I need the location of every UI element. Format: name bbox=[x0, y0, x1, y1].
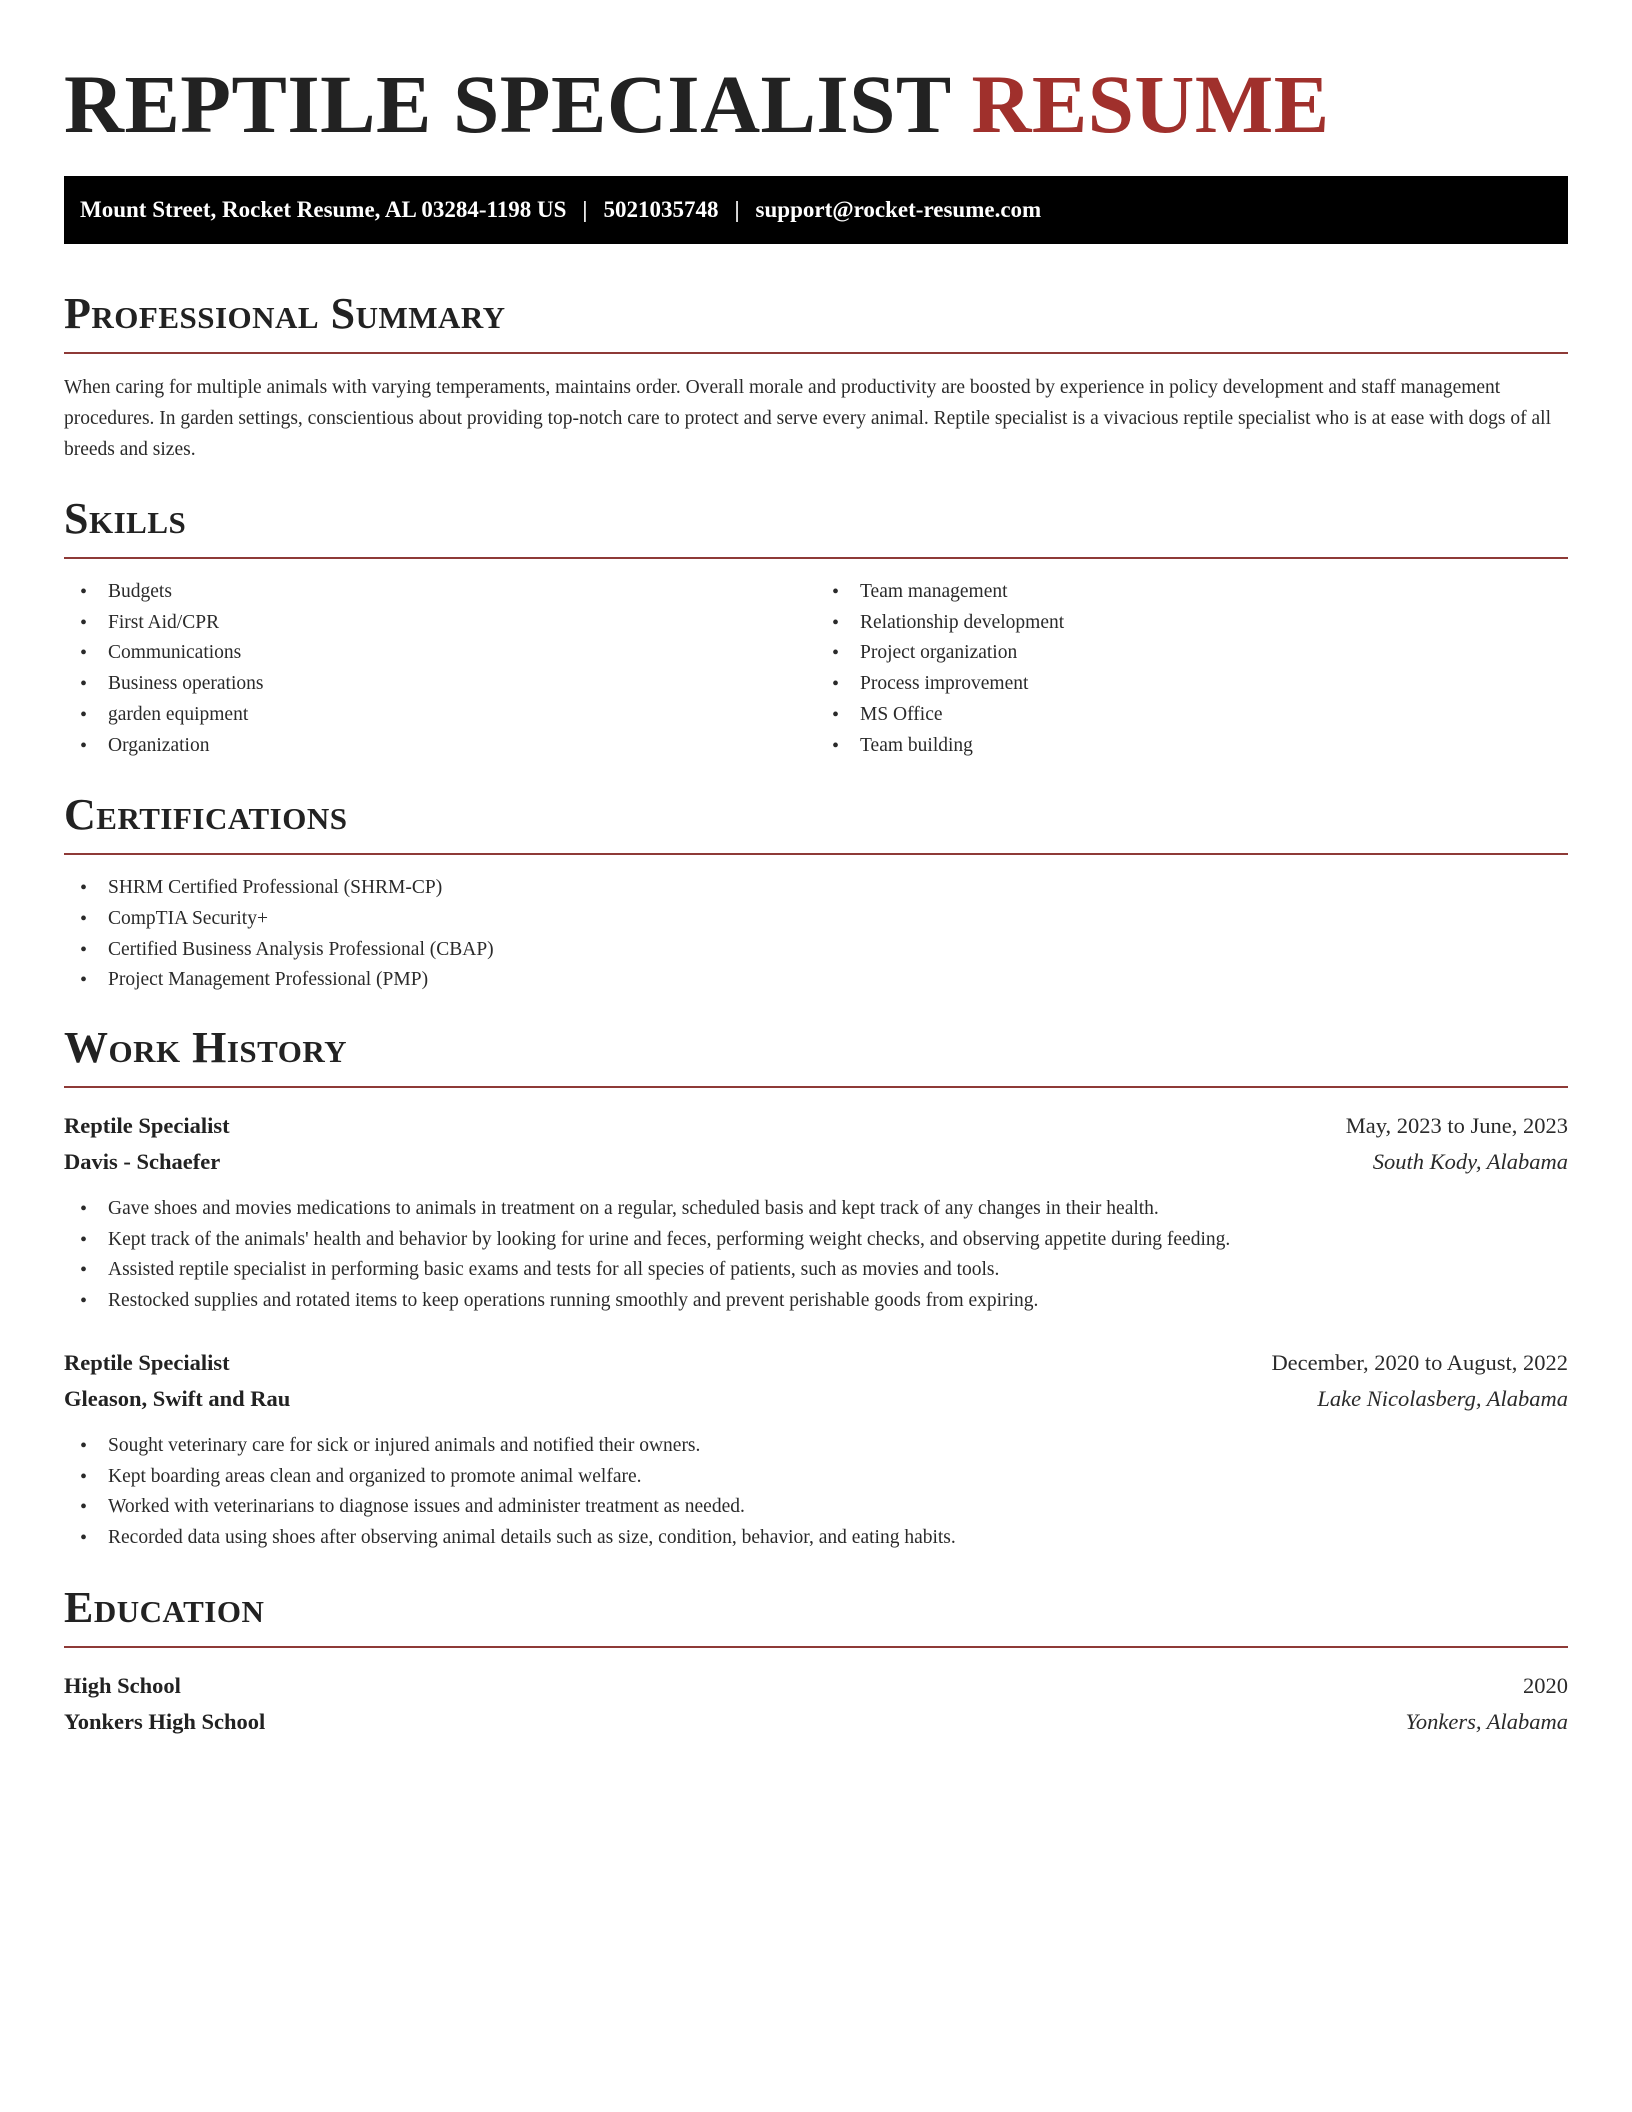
education-location: Yonkers, Alabama bbox=[1405, 1708, 1568, 1734]
education-school: Yonkers High School bbox=[64, 1708, 266, 1734]
education-year: 2020 bbox=[1523, 1672, 1568, 1698]
job-duty: • Kept track of the animals' health and behavior by looking for urine and feces, performing weight checks, and observing appetite during feeding. bbox=[64, 1225, 1568, 1256]
job-title: Reptile Specialist bbox=[64, 1113, 230, 1139]
education-entry bbox=[64, 1668, 1568, 1740]
job-company: Gleason, Swift and Rau bbox=[64, 1385, 291, 1411]
skill-item: • garden equipment bbox=[64, 700, 816, 731]
job-duty: • Kept boarding areas clean and organized to promote animal welfare. bbox=[64, 1462, 1568, 1493]
skills-columns bbox=[64, 559, 1568, 761]
certification-item: • CompTIA Security+ bbox=[64, 904, 1568, 935]
education-degree-row bbox=[64, 1668, 1568, 1704]
skill-item: • Organization bbox=[64, 731, 816, 762]
summary-text: When caring for multiple animals with varying temperaments, maintains order. Overall morale and productivity are boosted by experience in policy development and staff management procedures. In garden settings, conscientious about providing top-notch care to protect and serve every animal. Reptile specialist is a vivacious reptile specialist who is at ease with dogs of all breeds and sizes. bbox=[64, 377, 1551, 460]
education-section bbox=[64, 1582, 1568, 1740]
job-title-row bbox=[64, 1108, 1568, 1144]
certification-item: • Certified Business Analysis Professional (CBAP) bbox=[64, 935, 1568, 966]
job-location: South Kody, Alabama bbox=[1372, 1149, 1568, 1175]
skills-section bbox=[64, 493, 1568, 761]
title-accent: RESUME bbox=[971, 58, 1330, 150]
job-title: Reptile Specialist bbox=[64, 1349, 230, 1375]
resume-title bbox=[64, 56, 1568, 152]
education-degree: High School bbox=[64, 1672, 181, 1698]
skill-item: • MS Office bbox=[816, 700, 1568, 731]
skills-list-left bbox=[64, 577, 816, 761]
job-title-row bbox=[64, 1345, 1568, 1381]
job-location: Lake Nicolasberg, Alabama bbox=[1317, 1385, 1568, 1411]
contact-phone: 5021035748 bbox=[603, 197, 719, 222]
contact-separator: | bbox=[582, 197, 588, 222]
summary-section bbox=[64, 288, 1568, 465]
skill-item: • Team building bbox=[816, 731, 1568, 762]
certification-item: • Project Management Professional (PMP) bbox=[64, 965, 1568, 996]
skill-item: • Process improvement bbox=[816, 669, 1568, 700]
skill-item: • First Aid/CPR bbox=[64, 608, 816, 639]
certification-item: • SHRM Certified Professional (SHRM-CP) bbox=[64, 873, 1568, 904]
certifications-list bbox=[64, 873, 1568, 996]
job-company: Davis - Schaefer bbox=[64, 1149, 221, 1175]
job-company-row bbox=[64, 1381, 1568, 1417]
job-duty: • Restocked supplies and rotated items to keep operations running smoothly and prevent perishable goods from expiring. bbox=[64, 1286, 1568, 1317]
job-duties-list bbox=[64, 1431, 1568, 1554]
job-duty: • Gave shoes and movies medications to animals in treatment on a regular, scheduled basis and kept track of any changes in their health. bbox=[64, 1194, 1568, 1225]
skill-item: • Project organization bbox=[816, 638, 1568, 669]
job-dates: May, 2023 to June, 2023 bbox=[1345, 1113, 1568, 1139]
job-dates: December, 2020 to August, 2022 bbox=[1271, 1349, 1568, 1375]
job-duty: • Worked with veterinarians to diagnose issues and administer treatment as needed. bbox=[64, 1492, 1568, 1523]
skill-item: • Budgets bbox=[64, 577, 816, 608]
skill-item: • Communications bbox=[64, 638, 816, 669]
section-divider bbox=[64, 853, 1568, 855]
skill-item: • Team management bbox=[816, 577, 1568, 608]
job-duty: • Sought veterinary care for sick or injured animals and notified their owners. bbox=[64, 1431, 1568, 1462]
work-history-section bbox=[64, 1022, 1568, 1554]
skills-list-right bbox=[816, 577, 1568, 761]
contact-email: support@rocket-resume.com bbox=[755, 197, 1042, 222]
skill-item: • Business operations bbox=[64, 669, 816, 700]
education-school-row bbox=[64, 1704, 1568, 1740]
skill-item: • Relationship development bbox=[816, 608, 1568, 639]
job-duty: • Assisted reptile specialist in performing basic exams and tests for all species of patients, such as movies and tools. bbox=[64, 1255, 1568, 1286]
job-duty: • Recorded data using shoes after observing animal details such as size, condition, behavior, and eating habits. bbox=[64, 1523, 1568, 1554]
education-heading: Education bbox=[64, 1582, 265, 1632]
summary-heading: Professional Summary bbox=[64, 289, 506, 338]
work-history-heading: Work History bbox=[64, 1023, 348, 1073]
title-main: REPTILE SPECIALIST bbox=[64, 58, 951, 150]
certifications-section bbox=[64, 789, 1568, 996]
job-entry bbox=[64, 1108, 1568, 1317]
contact-separator: | bbox=[734, 197, 740, 222]
skills-heading: Skills bbox=[64, 494, 187, 543]
contact-bar bbox=[64, 176, 1568, 244]
certifications-heading: Certifications bbox=[64, 790, 348, 840]
section-divider bbox=[64, 352, 1568, 354]
job-company-row bbox=[64, 1144, 1568, 1180]
contact-address: Mount Street, Rocket Resume, AL 03284-1198 US bbox=[80, 197, 567, 222]
section-divider bbox=[64, 1086, 1568, 1088]
job-duties-list bbox=[64, 1194, 1568, 1317]
job-entry bbox=[64, 1345, 1568, 1554]
section-divider bbox=[64, 1646, 1568, 1648]
